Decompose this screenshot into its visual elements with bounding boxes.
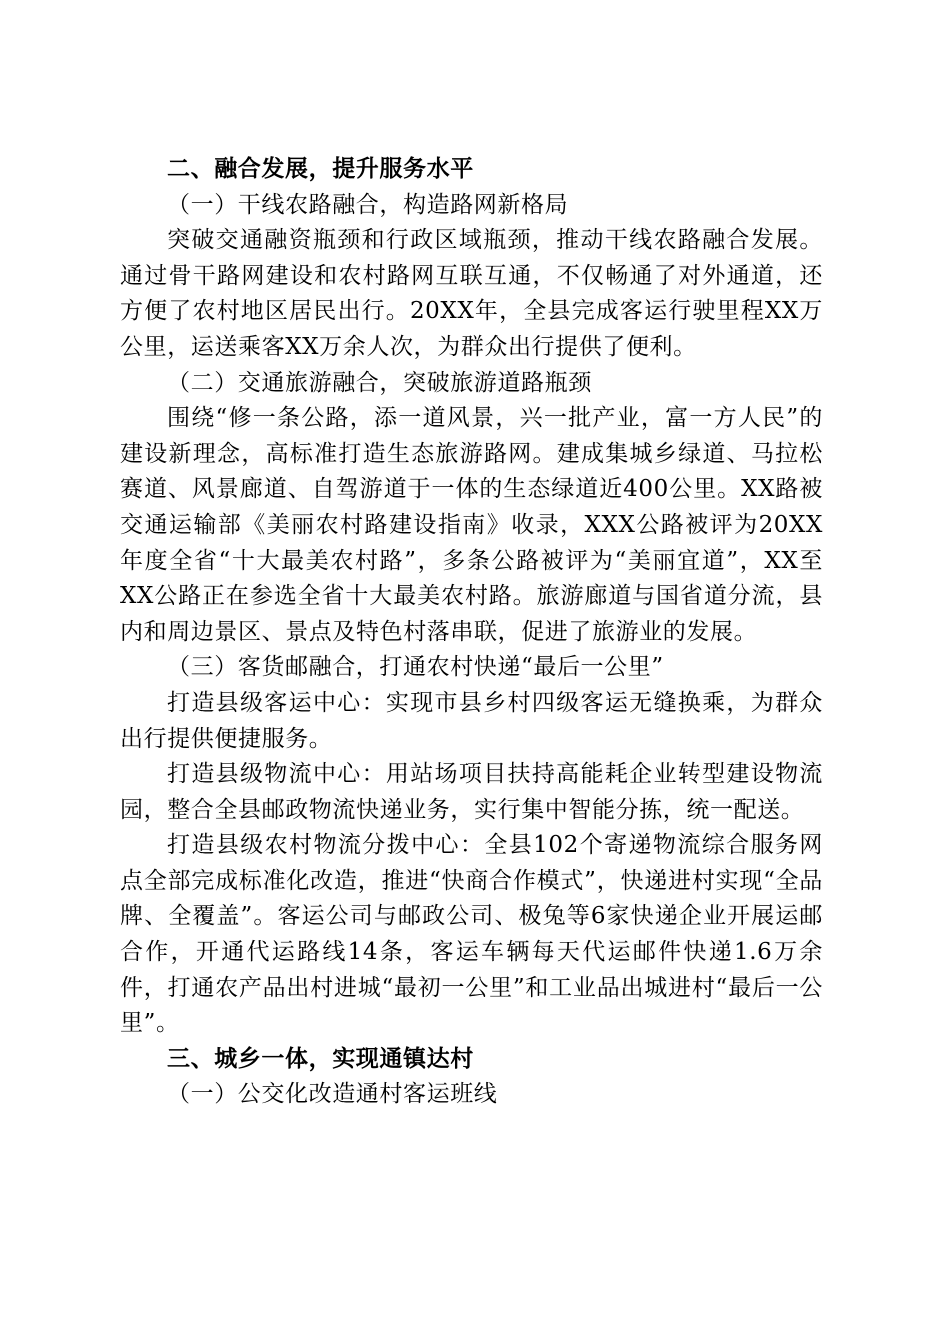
paragraph-passenger-center: 打造县级客运中心：实现市县乡村四级客运无缝换乘，为群众出行提供便捷服务。 — [120, 689, 823, 752]
document-page — [120, 152, 823, 1113]
paragraph-tourism-roads: 围绕“修一条公路，添一道风景，兴一批产业，富一方人民”的建设新理念，高标准打造生态旅游路网。建成集城乡绿道、马拉松赛道、风景廊道、自驾游道于一体的生态绿道近400公里。XX路被交通运输部《美丽农村路建设指南》收录，XXX公路被评为20XX年度全省“十大最美农村路”，多条公路被评为“美丽宜道”，XX至XX公路正在参选全省十大最美农村路。旅游廊道与国省道分流，县内和周边景区、景点及特色村落串联，促进了旅游业的发展。 — [120, 405, 823, 645]
paragraph-trunk-rural-roads: 突破交通融资瓶颈和行政区域瓶颈，推动干线农路融合发展。通过骨干路网建设和农村路网互联互通，不仅畅通了对外通道，还方便了农村地区居民出行。20XX年，全县完成客运行驶里程XX万公里，运送乘客XX万余人次，为群众出行提供了便利。 — [120, 227, 823, 360]
subsection-heading-3-1: （一）公交化改造通村客运班线 — [167, 1081, 498, 1108]
section-heading-3: 三、城乡一体，实现通镇达村 — [167, 1045, 474, 1072]
section-heading-2: 二、融合发展，提升服务水平 — [167, 156, 474, 182]
subsection-heading-2-2: （二）交通旅游融合，突破旅游道路瓶颈 — [167, 369, 592, 396]
subsection-heading-2-3: （三）客货邮融合，打通农村快递“最后一公里” — [167, 654, 664, 681]
paragraph-distribution-center: 打造县级农村物流分拨中心：全县102个寄递物流综合服务网点全部完成标准化改造，推进“快商合作模式”，快递进村实现“全品牌、全覆盖”。客运公司与邮政公司、极兔等6家快递企业开展运邮合作，开通代运路线14条，客运车辆每天代运邮件快递1.6万余件，打通农产品出村进城“最初一公里”和工业品出城进村“最后一公里”。 — [120, 832, 823, 1037]
paragraph-logistics-center: 打造县级物流中心：用站场项目扶持高能耗企业转型建设物流园，整合全县邮政物流快递业务，实行集中智能分拣，统一配送。 — [120, 761, 823, 823]
subsection-heading-2-1: （一）干线农路融合，构造路网新格局 — [167, 191, 569, 218]
